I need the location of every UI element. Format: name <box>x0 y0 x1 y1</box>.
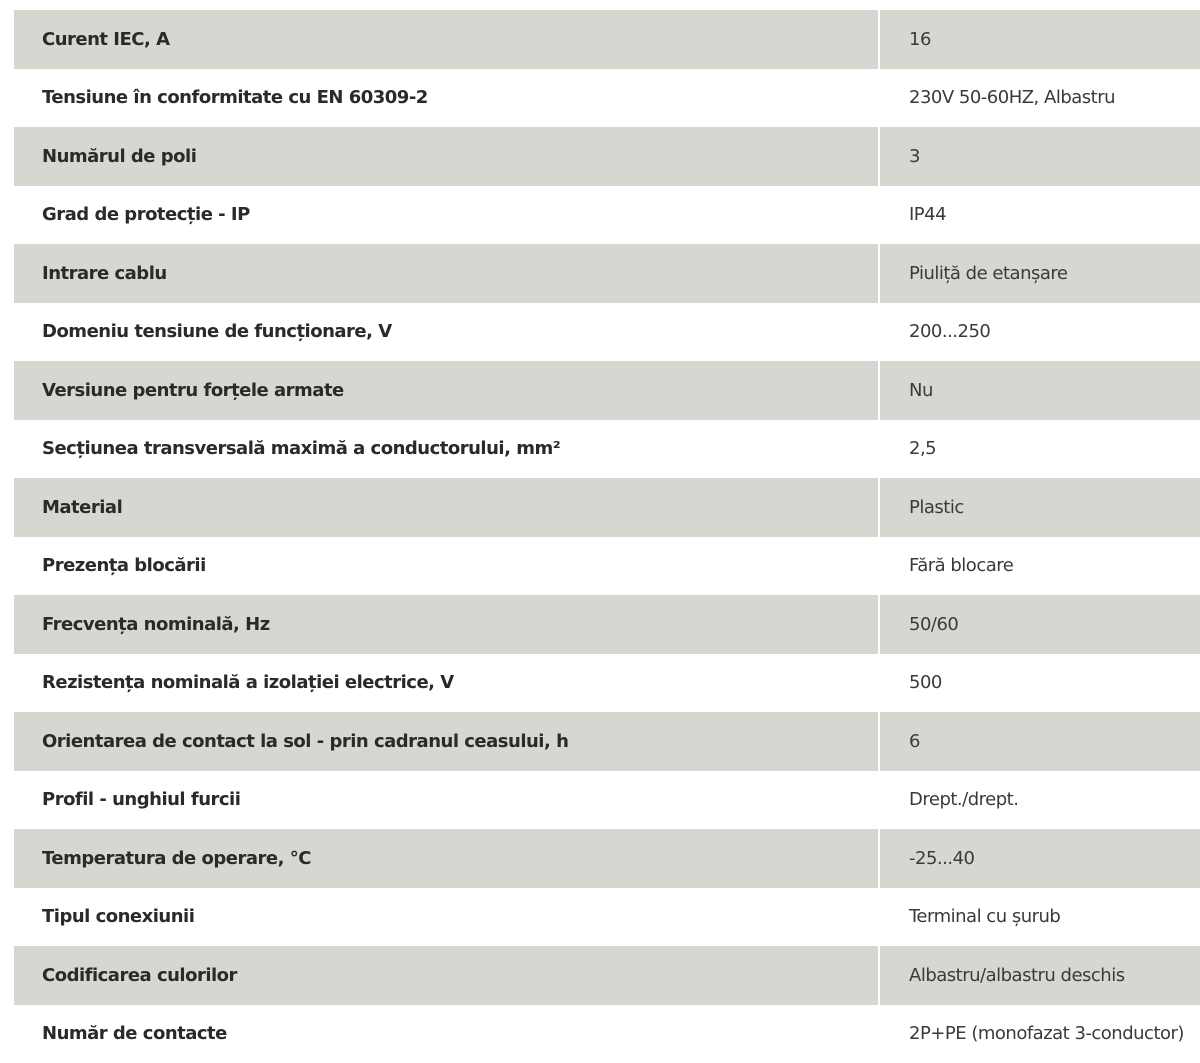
spec-value: Drept./drept. <box>880 771 1200 830</box>
spec-value: 230V 50-60HZ, Albastru <box>880 69 1200 128</box>
spec-label: Orientarea de contact la sol - prin cadranul ceasului, h <box>14 712 880 771</box>
spec-value: 2,5 <box>880 420 1200 479</box>
spec-row-current <box>14 10 1200 69</box>
spec-value: Terminal cu șurub <box>880 888 1200 947</box>
spec-row-ip-rating <box>14 186 1200 245</box>
spec-label: Număr de contacte <box>14 1005 880 1063</box>
spec-row-poles <box>14 127 1200 186</box>
spec-value: 200...250 <box>880 303 1200 362</box>
spec-row-insulation <box>14 654 1200 713</box>
spec-value: 2P+PE (monofazat 3-conductor) <box>880 1005 1200 1063</box>
spec-value: 16 <box>880 10 1200 69</box>
spec-row-conductor-section <box>14 420 1200 479</box>
spec-row-profile <box>14 771 1200 830</box>
spec-label: Tipul conexiunii <box>14 888 880 947</box>
spec-row-color-coding <box>14 946 1200 1005</box>
spec-label: Frecvența nominală, Hz <box>14 595 880 654</box>
spec-row-voltage <box>14 69 1200 128</box>
spec-label: Rezistența nominală a izolației electrice, V <box>14 654 880 713</box>
spec-label: Tensiune în conformitate cu EN 60309-2 <box>14 69 880 128</box>
spec-row-ground-orientation <box>14 712 1200 771</box>
spec-value: 50/60 <box>880 595 1200 654</box>
spec-label: Material <box>14 478 880 537</box>
spec-label: Domeniu tensiune de funcționare, V <box>14 303 880 362</box>
spec-row-contacts <box>14 1005 1200 1063</box>
spec-value: Albastru/albastru deschis <box>880 946 1200 1005</box>
spec-label: Numărul de poli <box>14 127 880 186</box>
spec-row-military-version <box>14 361 1200 420</box>
spec-value: Nu <box>880 361 1200 420</box>
spec-label: Intrare cablu <box>14 244 880 303</box>
spec-value: Plastic <box>880 478 1200 537</box>
spec-value: 3 <box>880 127 1200 186</box>
spec-label: Temperatura de operare, °C <box>14 829 880 888</box>
spec-row-material <box>14 478 1200 537</box>
spec-row-cable-entry <box>14 244 1200 303</box>
spec-value: 500 <box>880 654 1200 713</box>
spec-value: 6 <box>880 712 1200 771</box>
spec-value: Fără blocare <box>880 537 1200 596</box>
spec-row-locking <box>14 537 1200 596</box>
spec-label: Grad de protecție - IP <box>14 186 880 245</box>
spec-value: -25...40 <box>880 829 1200 888</box>
spec-value: IP44 <box>880 186 1200 245</box>
specifications-table <box>14 10 1200 1063</box>
spec-label: Codificarea culorilor <box>14 946 880 1005</box>
spec-label: Secțiunea transversală maximă a conductorului, mm² <box>14 420 880 479</box>
spec-value: Piuliță de etanșare <box>880 244 1200 303</box>
spec-label: Profil - unghiul furcii <box>14 771 880 830</box>
spec-label: Curent IEC, A <box>14 10 880 69</box>
spec-row-connection-type <box>14 888 1200 947</box>
spec-row-temperature <box>14 829 1200 888</box>
spec-row-frequency <box>14 595 1200 654</box>
spec-label: Prezența blocării <box>14 537 880 596</box>
spec-row-voltage-range <box>14 303 1200 362</box>
spec-label: Versiune pentru forțele armate <box>14 361 880 420</box>
